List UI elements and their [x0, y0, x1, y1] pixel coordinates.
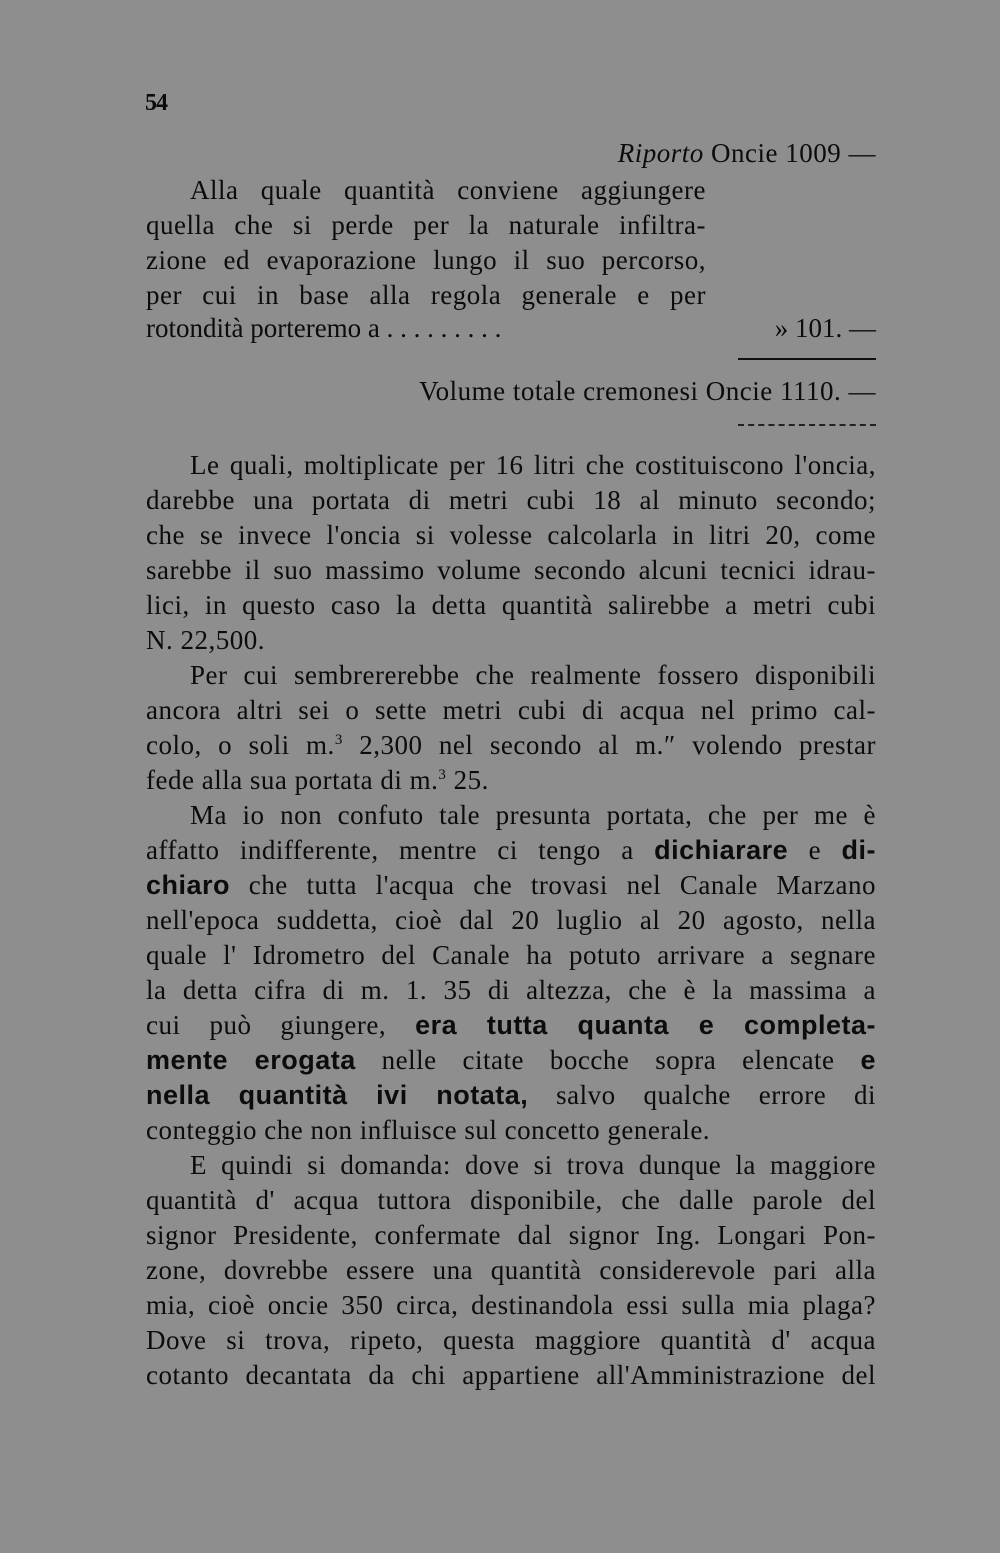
riporto-label: Riporto — [617, 138, 704, 168]
text-line — [146, 833, 876, 868]
emphasis-text: mente erogata — [146, 1045, 356, 1075]
addition-amount: » 101. — — [774, 313, 876, 343]
addition-label: rotondità porteremo a . . . . . . . . . — [146, 313, 502, 343]
text-line — [146, 763, 876, 798]
text-line — [146, 868, 876, 903]
emphasis-text: chiaro — [146, 870, 231, 900]
superscript: 3 — [438, 767, 447, 783]
text-line — [146, 1043, 876, 1078]
total-dashed-rule — [738, 424, 876, 426]
text-line: zione ed evaporazione lungo il suo percorso, — [146, 245, 706, 275]
text-fragment: cui può giungere, — [146, 1010, 416, 1040]
superscript: 3 — [334, 732, 343, 748]
text-line: la detta cifra di m. 1. 35 di altezza, che è la massima a — [146, 975, 876, 1005]
first-paragraph — [146, 173, 706, 313]
text-line: mia, cioè oncie 350 circa, destinandola essi sulla mia plaga? — [146, 1290, 876, 1320]
page-number: 54 — [145, 90, 167, 116]
text-line: Dove si trova, ripeto, questa maggiore quantità d' acqua — [146, 1325, 876, 1355]
text-fragment: che tutta l'acqua che trovasi nel Canale Marzano — [230, 870, 876, 900]
text-line: Per cui sembrererebbe che realmente fossero disponibili — [190, 660, 876, 690]
text-line — [146, 1008, 876, 1043]
text-line: zone, dovrebbe essere una quantità considerevole pari alla — [146, 1255, 876, 1285]
text-fragment: fede alla sua portata di m. — [146, 765, 439, 795]
text-fragment: salvo qualche errore di — [528, 1080, 877, 1110]
text-line: quale l' Idrometro del Canale ha potuto arrivare a segnare — [146, 940, 876, 970]
paragraph-2 — [146, 448, 876, 1393]
emphasis-text: dichiarare — [654, 835, 789, 865]
text-fragment: 25. — [446, 765, 489, 795]
text-line: darebbe una portata di metri cubi 18 al minuto secondo; — [146, 485, 876, 515]
text-line: conteggio che non influisce sul concetto generale. — [146, 1115, 711, 1145]
emphasis-text: di- — [841, 835, 876, 865]
emphasis-text: nella quantità ivi notata, — [146, 1080, 529, 1110]
text-line: quantità d' acqua tuttora disponibile, che dalle parole del — [146, 1185, 876, 1215]
text-line: sarebbe il suo massimo volume secondo alcuni tecnici idrau- — [146, 555, 876, 585]
text-line: E quindi si domanda: dove si trova dunque la maggiore — [190, 1150, 876, 1180]
text-line: Alla quale quantità conviene aggiungere — [190, 175, 706, 205]
text-line: lici, in questo caso la detta quantità salirebbe a metri cubi — [146, 590, 876, 620]
addition-row — [146, 313, 876, 344]
text-line: quella che si perde per la naturale infiltra- — [146, 210, 706, 240]
text-line: nell'epoca suddetta, cioè dal 20 luglio al 20 agosto, nella — [146, 905, 876, 935]
text-fragment: ″ volendo prestar — [663, 730, 876, 760]
text-line: cotanto decantata da chi appartiene all'Amministrazione del — [146, 1360, 876, 1390]
riporto-line — [618, 138, 876, 169]
text-line: signor Presidente, confermate dal signor Ing. Longari Pon- — [146, 1220, 876, 1250]
text-fragment: affatto indifferente, mentre ci tengo a — [146, 835, 655, 865]
text-line — [146, 728, 876, 763]
total-line: Volume totale cremonesi Oncie 1110. — — [419, 376, 876, 406]
sum-rule — [738, 358, 876, 360]
text-fragment: e — [788, 835, 842, 865]
text-line: ancora altri sei o sette metri cubi di acqua nel primo cal- — [146, 695, 876, 725]
riporto-amount: Oncie 1009 — — [711, 138, 876, 168]
text-fragment: nelle citate bocche sopra elencate — [355, 1045, 861, 1075]
emphasis-text: e — [860, 1045, 876, 1075]
text-line: che se invece l'oncia si volesse calcolarla in litri 20, come — [146, 520, 876, 550]
text-fragment: colo, o soli m. — [146, 730, 335, 760]
text-line: per cui in base alla regola generale e per — [146, 280, 706, 310]
text-line — [146, 1078, 876, 1113]
text-fragment: 2,300 nel secondo al m. — [342, 730, 664, 760]
text-line: Ma io non confuto tale presunta portata, che per me è — [190, 800, 876, 830]
emphasis-text: era tutta quanta e completa- — [415, 1010, 876, 1040]
text-line: N. 22,500. — [146, 625, 265, 655]
text-line: Le quali, moltiplicate per 16 litri che costituiscono l'oncia, — [190, 450, 876, 480]
